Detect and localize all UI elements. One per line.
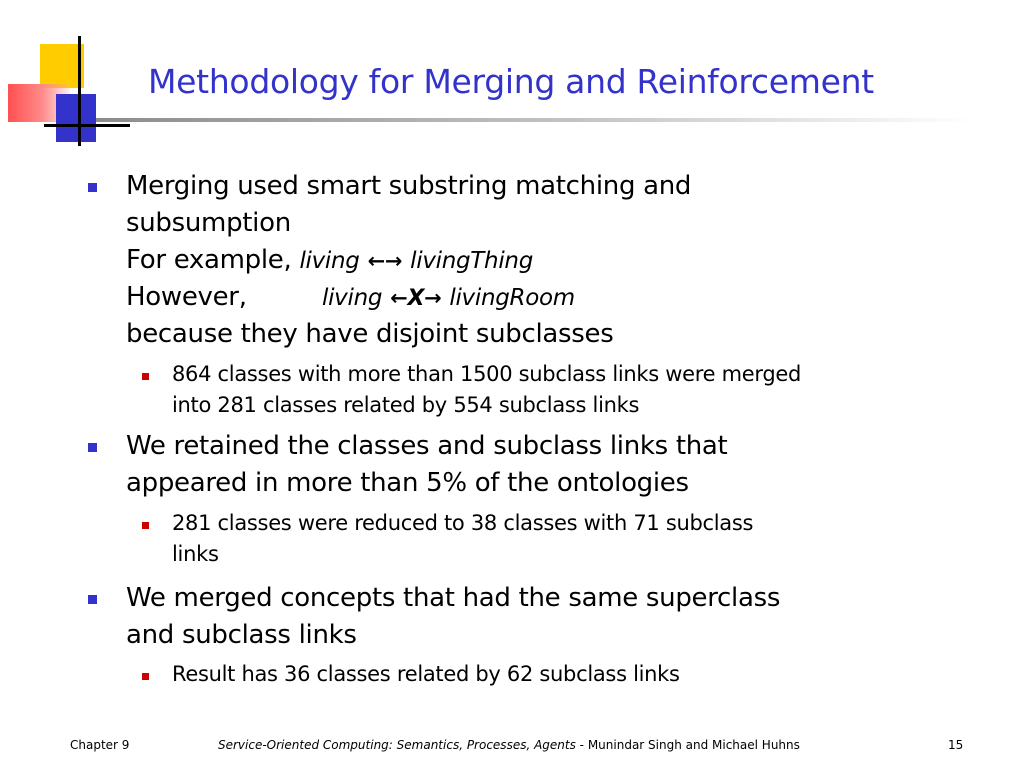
bullet-3-line-2: and subclass links [126, 620, 357, 650]
bullet-1-however-example [322, 279, 575, 317]
however-term-living: living [322, 285, 383, 311]
footer-chapter: Chapter 9 [70, 738, 130, 752]
footer-page-number: 15 [948, 738, 964, 752]
sub-bullet-1-line-1: 864 classes with more than 1500 subclass links were merged [172, 362, 802, 386]
bullet-3-line-1: We merged concepts that had the same superclass [126, 583, 781, 613]
logo-blue-square [56, 94, 96, 142]
slide-title: Methodology for Merging and Reinforcement [148, 62, 874, 101]
sub-bullet-marker [142, 522, 149, 529]
sub-bullet-2-line-1: 281 classes were reduced to 38 classes with 71 subclass [172, 511, 754, 535]
sub-bullet-marker [142, 673, 149, 680]
bullet-1-line-2: subsumption [126, 208, 291, 238]
footer-book-title: Service-Oriented Computing: Semantics, Processes, Agents [218, 738, 576, 752]
bullet-marker [88, 595, 97, 604]
bullet-1-however-prefix: However, [126, 282, 247, 312]
bullet-marker [88, 183, 97, 192]
bullet-1-example-line [126, 242, 533, 280]
bullet-marker [88, 443, 97, 452]
left-arrow-icon: ← [390, 286, 408, 310]
sub-bullet-1-line-2: into 281 classes related by 554 subclass links [172, 393, 640, 417]
footer-book-credit [218, 738, 800, 752]
logo-vertical-line [78, 36, 81, 146]
title-underline [96, 118, 976, 122]
example-prefix: For example, [126, 245, 292, 275]
example-term-living: living [299, 248, 360, 274]
bullet-2-line-1: We retained the classes and subclass links that [126, 431, 728, 461]
bullet-1-line-last: because they have disjoint subclasses [126, 319, 614, 349]
bullet-2-line-2: appeared in more than 5% of the ontologies [126, 468, 689, 498]
sub-bullet-marker [142, 373, 149, 380]
sub-bullet-2-line-2: links [172, 542, 219, 566]
example-term-livingthing: livingThing [410, 248, 533, 274]
footer-authors: - Munindar Singh and Michael Huhns [575, 738, 800, 752]
cross-mark-icon: X [407, 286, 425, 311]
right-arrow-icon: → [424, 286, 442, 310]
logo-horizontal-line [44, 124, 130, 127]
slide-logo-decoration [0, 0, 140, 150]
bidirectional-arrow-icon: ←→ [367, 249, 403, 273]
bullet-1-line-1: Merging used smart substring matching and [126, 171, 692, 201]
however-term-livingroom: livingRoom [449, 285, 575, 311]
sub-bullet-3-line-1: Result has 36 classes related by 62 subclass links [172, 662, 680, 686]
